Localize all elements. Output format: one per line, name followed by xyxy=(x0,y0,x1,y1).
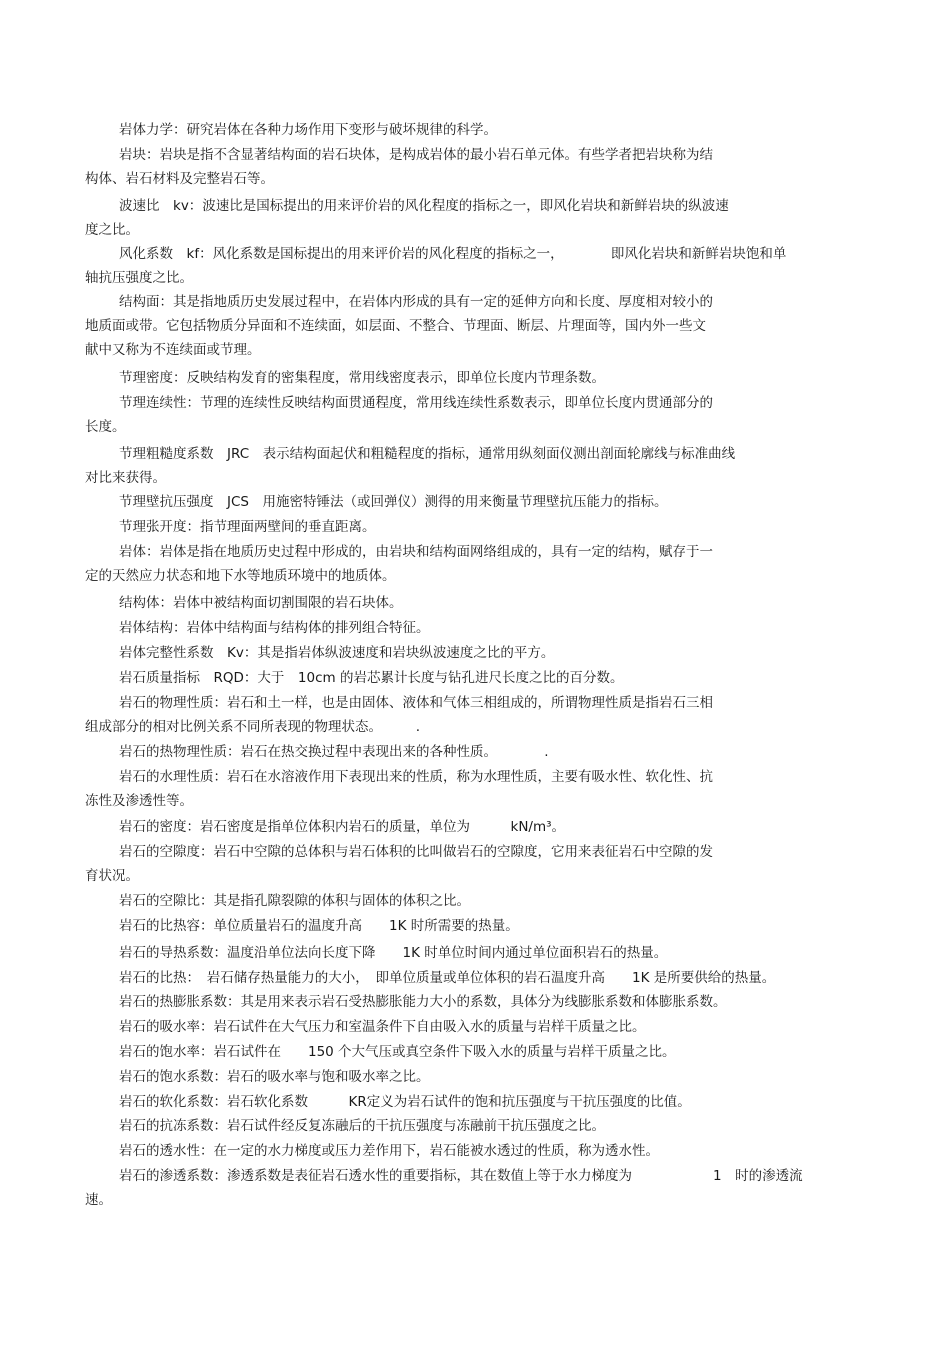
paragraph-joint-density xyxy=(85,366,865,390)
text-line: 育状况。 xyxy=(85,868,139,884)
text-line: 波速比 kv：波速比是国标提出的用来评价岩的风化程度的指标之一，即风化岩块和新鲜岩块的纵波速 xyxy=(119,198,729,214)
text-line: 岩石的饱水系数：岩石的吸水率与饱和吸水率之比。 xyxy=(119,1069,430,1085)
paragraph-hydraulic-properties xyxy=(85,765,865,813)
text-line: 结构面：其是指地质历史发展过程中，在岩体内形成的具有一定的延伸方向和长度、厚度相对较小的 xyxy=(119,294,713,310)
text-line: 岩石的抗冻系数：岩石试件经反复冻融后的干抗压强度与冻融前干抗压强度之比。 xyxy=(119,1118,605,1134)
text-line: 岩石的软化系数：岩石软化系数 KR定义为岩石试件的饱和抗压强度与干抗压强度的比值。 xyxy=(119,1094,691,1110)
text-line: 岩石的空隙度：岩石中空隙的总体积与岩石体积的比叫做岩石的空隙度，它用来表征岩石中空隙的发 xyxy=(119,844,713,860)
paragraph-wave-velocity-ratio xyxy=(85,194,865,242)
paragraph-saturated-water-absorption xyxy=(85,1040,865,1064)
text-line: 岩体力学：研究岩体在各种力场作用下变形与破坏规律的科学。 xyxy=(119,122,497,138)
text-line: 冻性及渗透性等。 xyxy=(85,793,193,809)
text-line: 岩石的空隙比：其是指孔隙裂隙的体积与固体的体积之比。 xyxy=(119,893,470,909)
paragraph-saturation-coefficient xyxy=(85,1065,865,1089)
paragraph-rock-block xyxy=(85,143,865,191)
text-line: 长度。 xyxy=(85,419,126,435)
paragraph-structural-body xyxy=(85,591,865,615)
text-line: 岩石的透水性：在一定的水力梯度或压力差作用下，岩石能被水透过的性质，称为透水性。 xyxy=(119,1143,659,1159)
paragraph-rock-mass-structure xyxy=(85,616,865,640)
paragraph-weathering-coefficient xyxy=(85,242,865,290)
text-line: 岩石的吸水率：岩石试件在大气压力和室温条件下自由吸入水的质量与岩样干质量之比。 xyxy=(119,1019,646,1035)
text-line: 岩石的密度：岩石密度是指单位体积内岩石的质量，单位为 kN/m³。 xyxy=(119,819,566,835)
text-line: 岩体：岩体是指在地质历史过程中形成的，由岩块和结构面网络组成的，具有一定的结构，赋存于一 xyxy=(119,544,713,560)
text-line: 节理壁抗压强度 JCS 用施密特锤法（或回弹仪）测得的用来衡量节理壁抗压能力的指标。 xyxy=(119,494,668,510)
paragraph-permeability-coefficient xyxy=(85,1164,875,1212)
paragraph-specific-heat xyxy=(85,966,875,990)
text-line: 结构体：岩体中被结构面切割围限的岩石块体。 xyxy=(119,595,403,611)
paragraph-thermal-conductivity xyxy=(85,941,865,965)
paragraph-thermal-expansion xyxy=(85,990,865,1014)
text-line: 岩石的比热容：单位质量岩石的温度升高 1K 时所需要的热量。 xyxy=(119,918,519,934)
paragraph-joint-continuity xyxy=(85,391,865,439)
text-line: 节理密度：反映结构发育的密集程度，常用线密度表示，即单位长度内节理条数。 xyxy=(119,370,605,386)
paragraph-permeability xyxy=(85,1139,865,1163)
text-line: 岩石的导热系数：温度沿单位法向长度下降 1K 时单位时间内通过单位面积岩石的热量。 xyxy=(119,945,668,961)
paragraph-water-absorption xyxy=(85,1015,865,1039)
text-line: 岩石的比热： 岩石储存热量能力的大小， 即单位质量或单位体积的岩石温度升高 1K 是所要供给的热量。 xyxy=(119,970,776,986)
text-line: 岩石的热膨胀系数：其是用来表示岩石受热膨胀能力大小的系数，具体分为线膨胀系数和体膨胀系数。 xyxy=(119,994,727,1010)
text-line: 风化系数 kf：风化系数是国标提出的用来评价岩的风化程度的指标之一， 即风化岩块和新鲜岩块饱和单 xyxy=(119,246,787,262)
text-line: 献中又称为不连续面或节理。 xyxy=(85,342,261,358)
paragraph-jcs xyxy=(85,490,865,514)
text-line: 速。 xyxy=(85,1192,112,1208)
paragraph-rock-mass xyxy=(85,540,865,588)
text-line: 岩石的水理性质：岩石在水溶液作用下表现出来的性质，称为水理性质，主要有吸水性、软化性、抗 xyxy=(119,769,713,785)
paragraph-physical-properties xyxy=(85,691,865,739)
paragraph-rock-mechanics xyxy=(85,118,865,142)
text-line: 地质面或带。它包括物质分异面和不连续面，如层面、不整合、节理面、断层、片理面等，国内外一些文 xyxy=(85,318,706,334)
text-line: 组成部分的相对比例关系不同所表现的物理状态。 . xyxy=(85,719,421,735)
paragraph-specific-heat-capacity xyxy=(85,914,865,938)
paragraph-porosity xyxy=(85,840,865,888)
paragraph-thermal-physical-properties xyxy=(85,740,865,764)
paragraph-joint-aperture xyxy=(85,515,865,539)
text-line: 节理粗糙度系数 JRC 表示结构面起伏和粗糙程度的指标，通常用纵刻面仪测出剖面轮廓线与标准曲线 xyxy=(119,446,736,462)
text-line: 岩块：岩块是指不含显著结构面的岩石块体，是构成岩体的最小岩石单元体。有些学者把岩块称为结 xyxy=(119,147,713,163)
paragraph-structural-plane xyxy=(85,290,865,362)
paragraph-integrity-coefficient xyxy=(85,641,865,665)
text-line: 岩石的物理性质：岩石和土一样，也是由固体、液体和气体三相组成的，所谓物理性质是指岩石三相 xyxy=(119,695,713,711)
text-line: 岩石的热物理性质：岩石在热交换过程中表现出来的各种性质。 . xyxy=(119,744,549,760)
text-line: 构体、岩石材料及完整岩石等。 xyxy=(85,171,274,187)
text-line: 轴抗压强度之比。 xyxy=(85,270,193,286)
text-line: 节理张开度：指节理面两壁间的垂直距离。 xyxy=(119,519,376,535)
text-line: 岩石的渗透系数：渗透系数是表征岩石透水性的重要指标，其在数值上等于水力梯度为 1 时的渗透流 xyxy=(119,1168,803,1184)
paragraph-frost-resistance xyxy=(85,1114,865,1138)
text-line: 岩体结构：岩体中结构面与结构体的排列组合特征。 xyxy=(119,620,430,636)
text-line: 节理连续性：节理的连续性反映结构面贯通程度，常用线连续性系数表示，即单位长度内贯通部分的 xyxy=(119,395,713,411)
text-line: 对比来获得。 xyxy=(85,470,166,486)
paragraph-softening-coefficient xyxy=(85,1090,865,1114)
text-line: 度之比。 xyxy=(85,222,139,238)
text-line: 定的天然应力状态和地下水等地质环境中的地质体。 xyxy=(85,568,396,584)
paragraph-jrc xyxy=(85,442,865,490)
paragraph-density xyxy=(85,815,865,839)
text-line: 岩体完整性系数 Kv：其是指岩体纵波速度和岩块纵波速度之比的平方。 xyxy=(119,645,555,661)
text-line: 岩石的饱水率：岩石试件在 150 个大气压或真空条件下吸入水的质量与岩样干质量之比。 xyxy=(119,1044,676,1060)
paragraph-rqd xyxy=(85,666,865,690)
text-line: 岩石质量指标 RQD：大于 10cm 的岩芯累计长度与钻孔进尺长度之比的百分数。 xyxy=(119,670,624,686)
paragraph-void-ratio xyxy=(85,889,865,913)
